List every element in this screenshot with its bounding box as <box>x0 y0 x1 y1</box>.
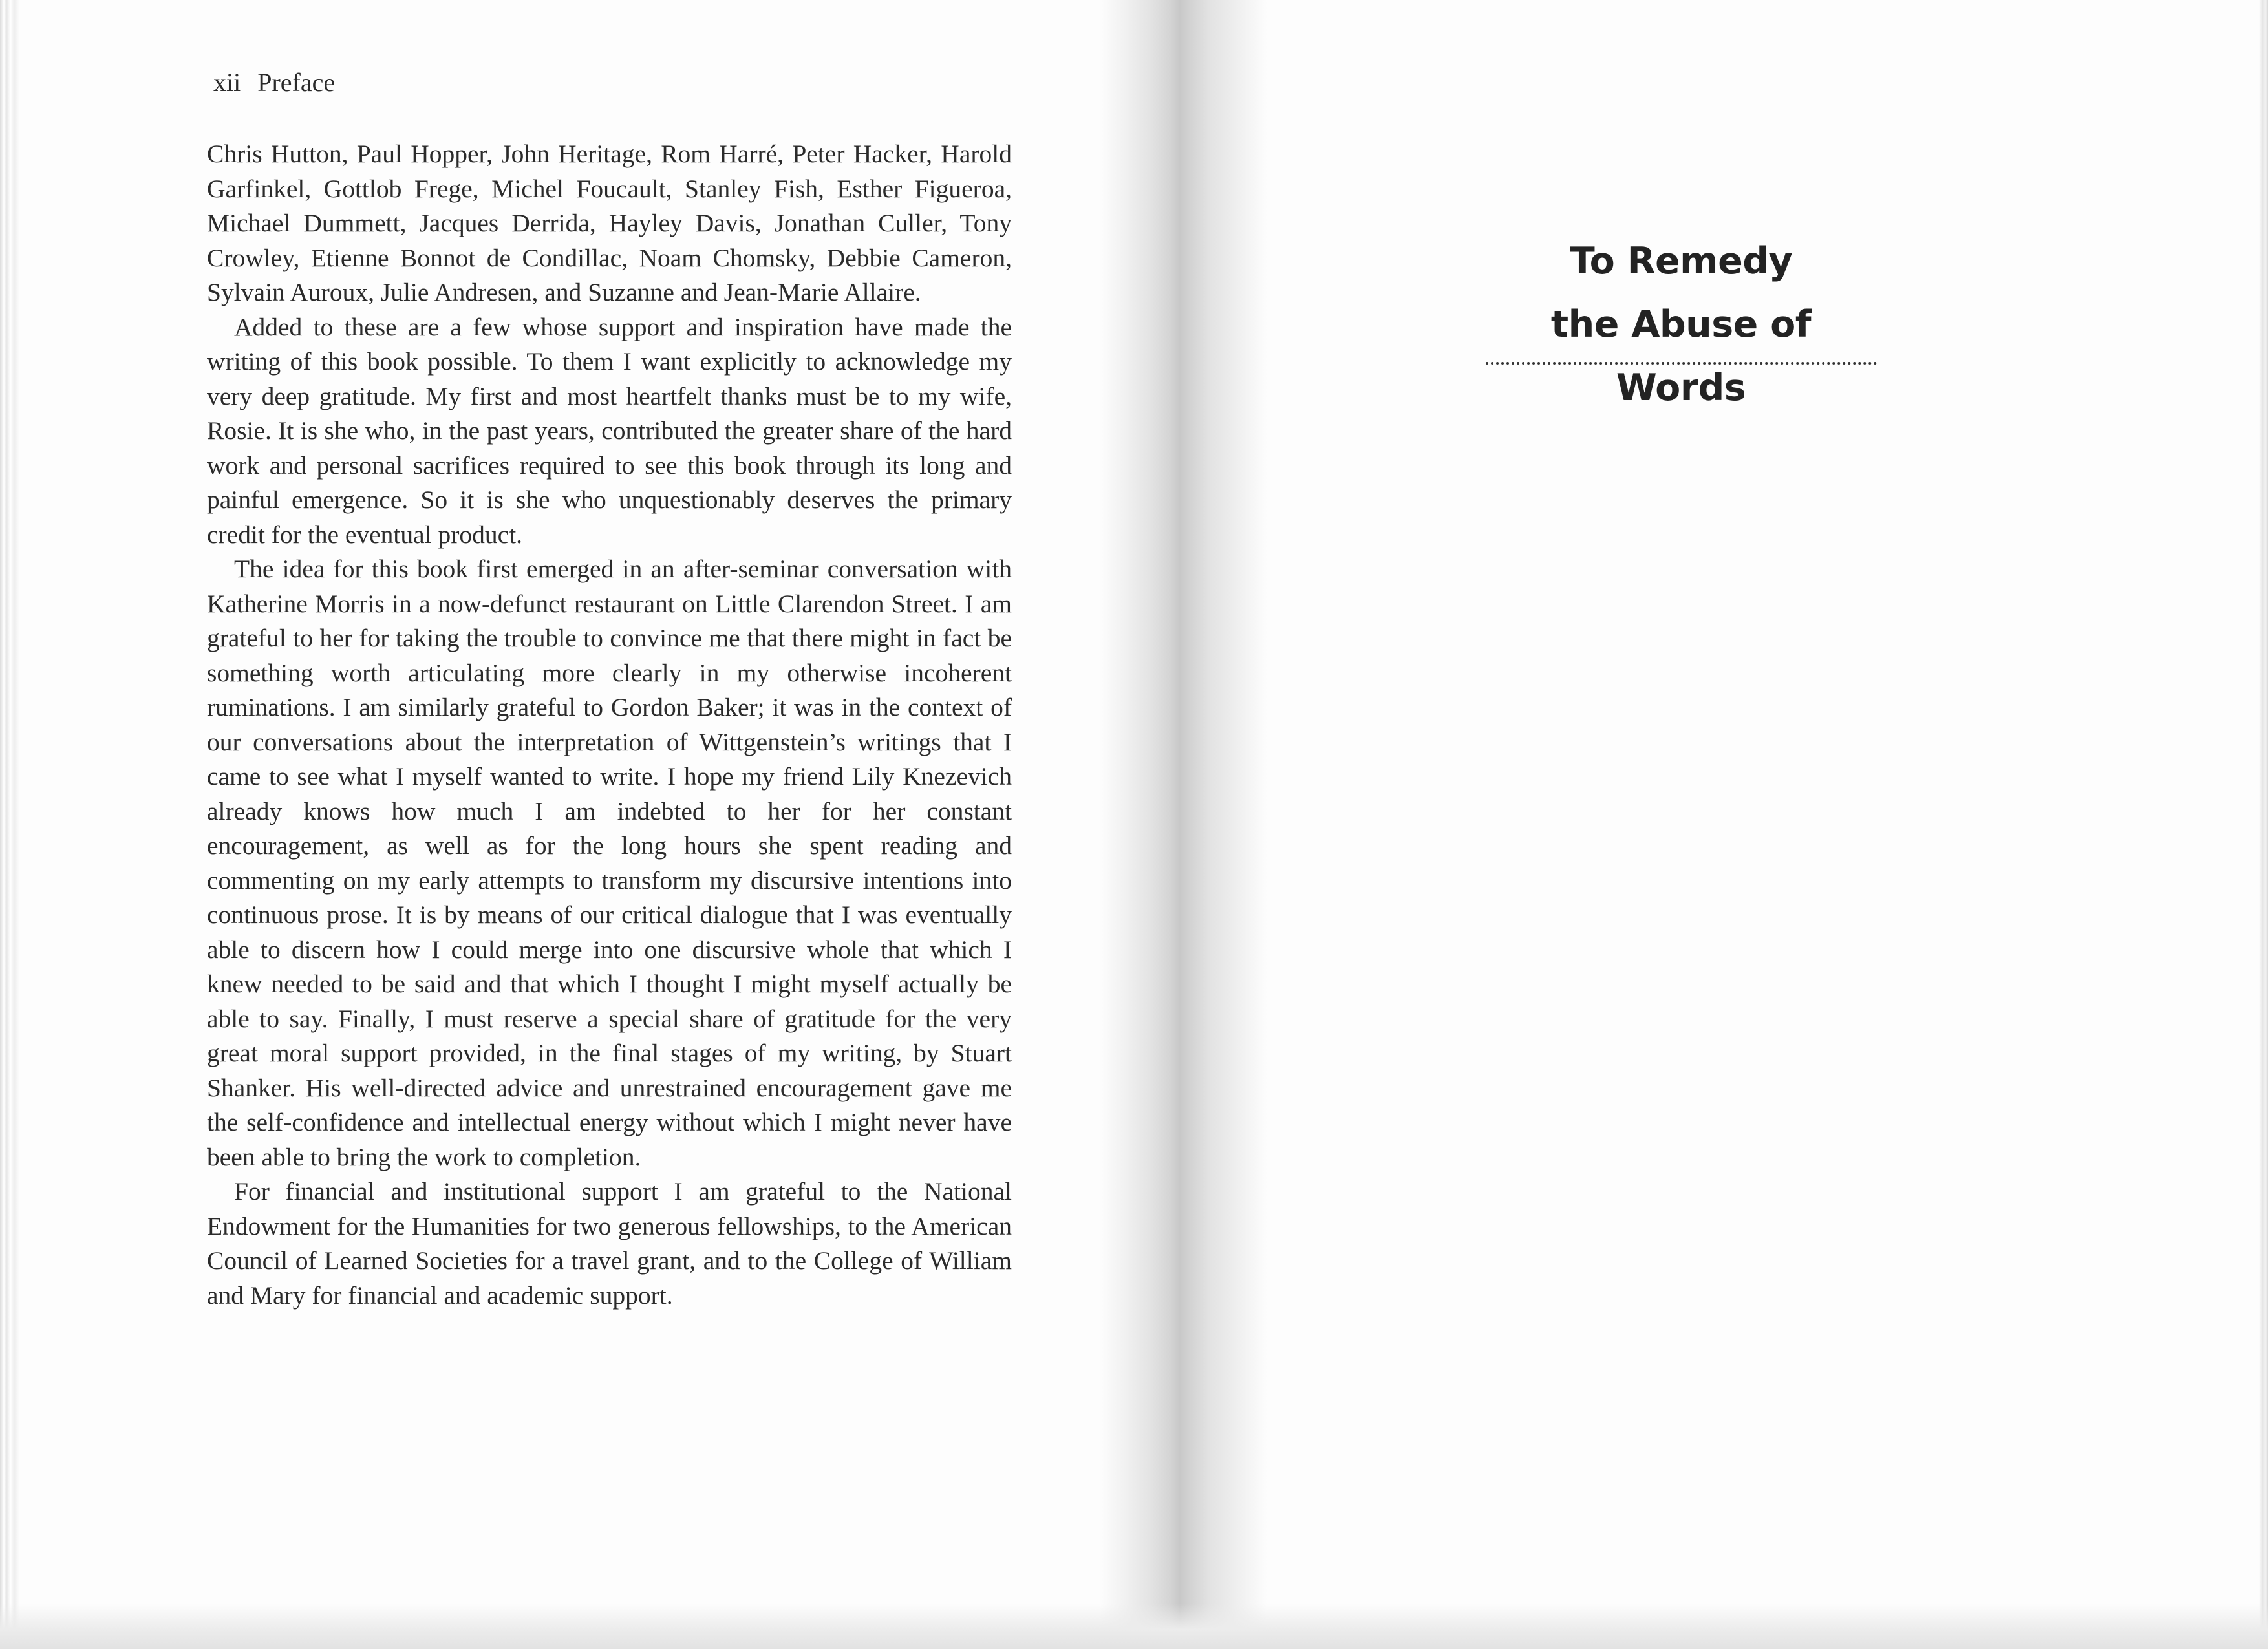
paragraph: For financial and institutional support I am grateful to the National Endowment for the Humanities for two generous fellowships, to the American Council of Learned Societies for a travel grant, and to the College of William and Mary for financial and academic support. <box>207 1177 1012 1310</box>
preface-body <box>207 137 1012 1313</box>
running-head-title: Preface <box>257 68 336 97</box>
page-number: xii <box>213 68 241 97</box>
book-gutter <box>1099 0 1267 1649</box>
chapter-title-line-1: To Remedy <box>1569 240 1793 282</box>
left-page-edge <box>0 0 19 1649</box>
chapter-title <box>1481 229 1881 420</box>
bottom-shadow <box>0 1604 2268 1649</box>
paragraph: Chris Hutton, Paul Hopper, John Heritage, Rom Harré, Peter Hacker, Harold Garfinkel, Gottlob Frege, Michel Foucault, Stanley Fish, Esther Figueroa, Michael Dummett, Jacques Derrida, Hayley Davis, Jonathan Culler, Tony Crowley, Etienne Bonnot de Condillac, Noam Chomsky, Debbie Cameron, Sylvain Auroux, Julie Andresen, and Suzanne and Jean-Marie Allaire. <box>207 140 1012 306</box>
paragraph: The idea for this book first emerged in an after-seminar conversation with Katherine Morris in a now-defunct restaurant on Little Clarendon Street. I am grateful to her for taking the trouble to convince me that there might in fact be something worth articulating more clearly in my otherwise incoherent ruminations. I am similarly grateful to Gordon Baker; it was in the context of our conversations about the interpretation of Wittgenstein’s writings that I came to see what I myself wanted to write. I hope my friend Lily Knezevich already knows how much I am indebted to her for her constant encouragement, as well as for the long hours she spent reading and commenting on my early attempts to transform my discursive intentions into continuous prose. It is by means of our critical dialogue that I was eventually able to discern how I could merge into one discursive whole that which I knew needed to be said and that which I thought I might myself actually be able to say. Finally, I must reserve a special share of gratitude for the very great moral support provided, in the final stages of my writing, by Stuart Shanker. His well-directed advice and unrestrained encouragement gave me the self-confidence and intellectual energy without which I might never have been able to bring the work to completion. <box>207 555 1012 1171</box>
title-dotted-rule <box>1486 362 1877 365</box>
running-head <box>213 67 335 98</box>
chapter-title-line-2: the Abuse of Words <box>1550 303 1812 409</box>
right-page-edge <box>2259 0 2268 1649</box>
paragraph: Added to these are a few whose support and inspiration have made the writing of this book possible. To them I want explicitly to acknowledge my very deep gratitude. My first and most heartfelt thanks must be to my wife, Rosie. It is she who, in the past years, contributed the greater share of the hard work and personal sacrifices required to see this book through its long and painful emergence. So it is she who unquestionably deserves the primary credit for the eventual product. <box>207 312 1012 549</box>
